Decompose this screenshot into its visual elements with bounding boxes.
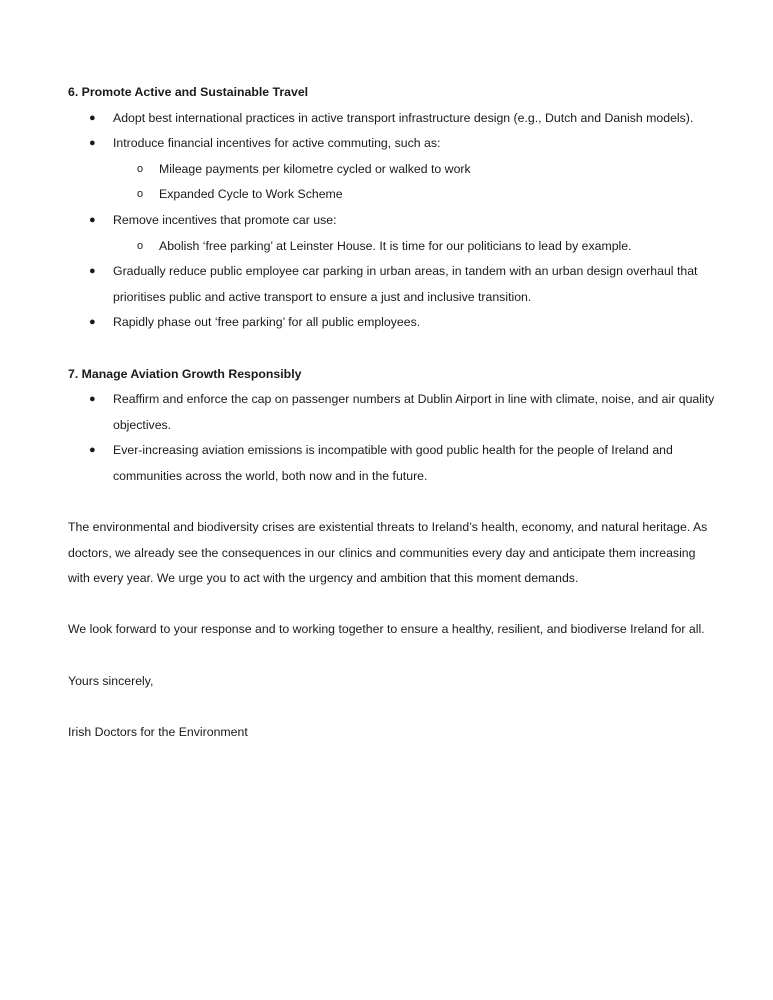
hollow-bullet-icon: o — [137, 162, 144, 175]
list-item — [68, 259, 718, 310]
list-item — [68, 208, 718, 259]
section-7-heading: 7. Manage Aviation Growth Responsibly — [68, 366, 302, 381]
sub-list-item-text: Abolish ‘free parking’ at Leinster House. It is time for our politicians to lead by example. — [159, 238, 632, 253]
list-item-text: Ever-increasing aviation emissions is incompatible with good public health for the people of Ireland and communities across the world, both now and in the future. — [113, 443, 673, 483]
list-item-text: Reaffirm and enforce the cap on passenger numbers at Dublin Airport in line with climate, noise, and air quality objectives. — [113, 392, 715, 432]
bullet-icon: ● — [89, 137, 96, 150]
section-7-list — [68, 387, 718, 489]
spacer — [68, 592, 718, 618]
list-item-text: Rapidly phase out ‘free parking’ for all public employees. — [113, 315, 421, 330]
list-item-text: Gradually reduce public employee car parking in urban areas, in tandem with an urban design overhaul that prioritises public and active transport to ensure a just and inclusive transition. — [113, 264, 698, 304]
hollow-bullet-icon: o — [137, 239, 144, 252]
sub-list-item — [113, 234, 718, 260]
section-6-list — [68, 106, 718, 336]
list-item — [68, 131, 718, 208]
letter-body — [68, 80, 718, 745]
list-item-text: Remove incentives that promote car use: — [113, 212, 337, 227]
list-item — [68, 106, 718, 132]
bullet-icon: ● — [89, 316, 96, 329]
section-6-heading: 6. Promote Active and Sustainable Travel — [68, 85, 309, 99]
sub-list — [113, 234, 718, 260]
bullet-icon: ● — [89, 444, 96, 457]
closing-paragraph: We look forward to your response and to working together to ensure a healthy, resilient, and biodiverse Ireland for all. — [68, 622, 705, 637]
list-item-text: Introduce financial incentives for active commuting, such as: — [113, 136, 441, 151]
sub-list — [113, 157, 718, 208]
bullet-icon: ● — [89, 111, 96, 124]
sub-list-item-text: Expanded Cycle to Work Scheme — [159, 187, 343, 202]
spacer — [68, 336, 718, 362]
list-item-text: Adopt best international practices in active transport infrastructure design (e.g., Dutch and Danish models). — [113, 110, 694, 125]
spacer — [68, 490, 718, 516]
list-item — [68, 387, 718, 438]
spacer — [68, 643, 718, 669]
sub-list-item — [113, 157, 718, 183]
bullet-icon: ● — [89, 213, 96, 226]
signature: Irish Doctors for the Environment — [68, 724, 248, 739]
list-item — [68, 438, 718, 489]
bullet-icon: ● — [89, 265, 96, 278]
hollow-bullet-icon: o — [137, 188, 144, 201]
sub-list-item-text: Mileage payments per kilometre cycled or walked to work — [159, 161, 471, 176]
list-item — [68, 310, 718, 336]
closing-paragraph: The environmental and biodiversity crises are existential threats to Ireland’s health, economy, and natural heritage. As doctors, we already see the consequences in our clinics and communities every day and anticipate them increasing with every year. We urge you to act with the urgency and ambition that this moment demands. — [68, 520, 708, 586]
bullet-icon: ● — [89, 393, 96, 406]
sub-list-item — [113, 182, 718, 208]
spacer — [68, 694, 718, 720]
sign-off: Yours sincerely, — [68, 673, 154, 688]
